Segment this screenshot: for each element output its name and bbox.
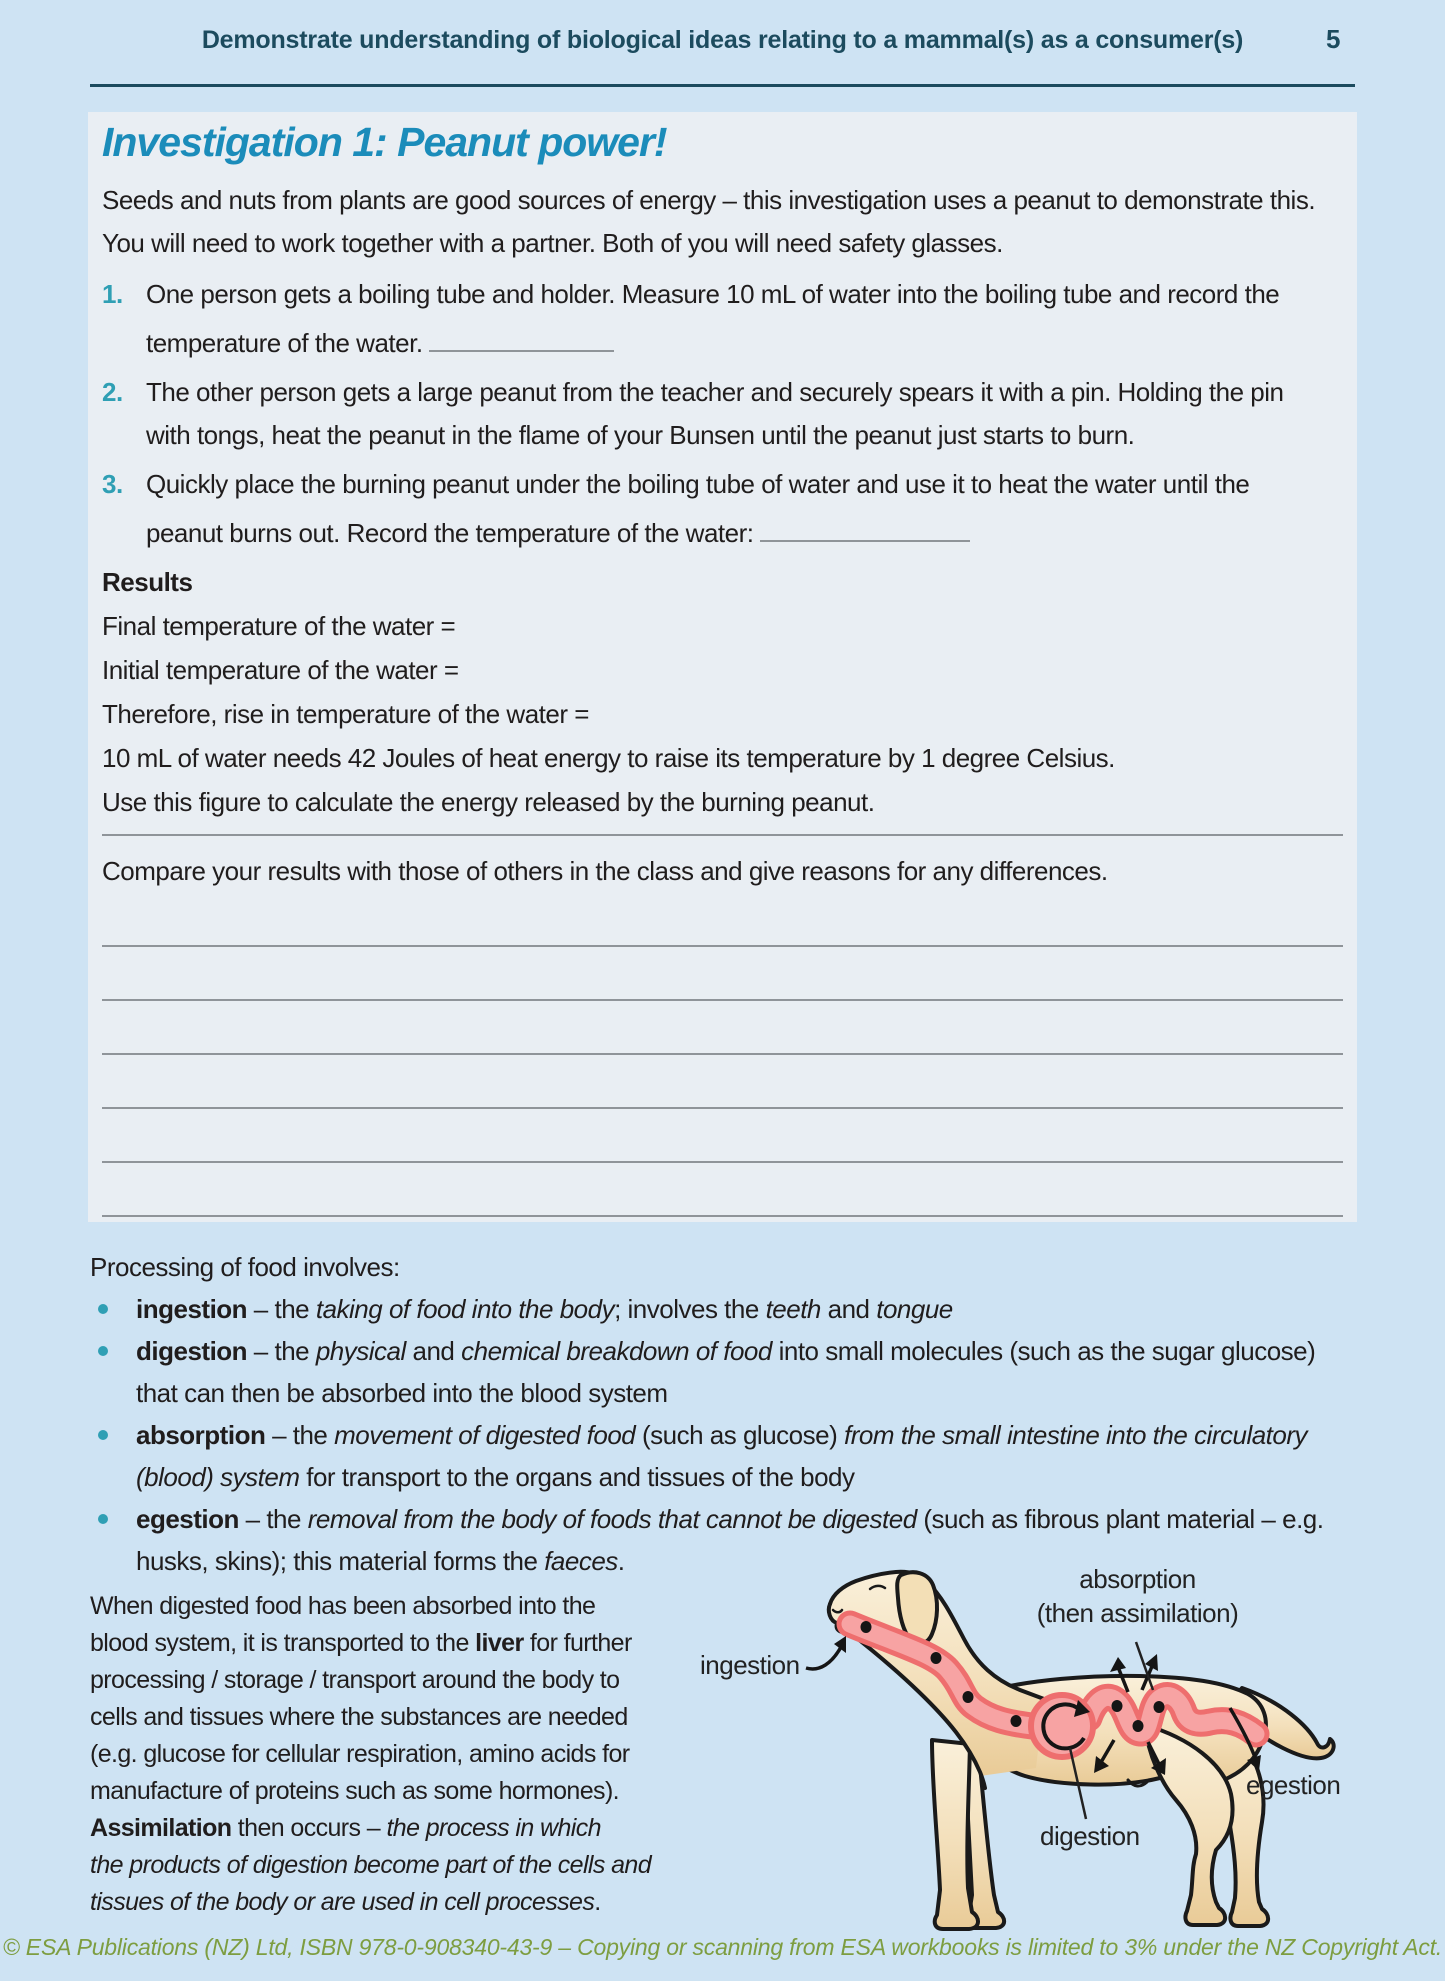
- text-line: blood system, it is transported to the liver for further: [90, 1629, 632, 1657]
- procedure-step: [102, 371, 1343, 457]
- processing-bullets: [90, 1288, 1360, 1582]
- text-line: Use this figure to calculate the energy released by the burning peanut.: [102, 787, 875, 818]
- ingestion-arrow-icon: [806, 1636, 846, 1669]
- food-dot: [931, 1652, 942, 1664]
- answer-ruled-line[interactable]: [102, 1109, 1343, 1163]
- label-egestion: egestion: [1246, 1770, 1341, 1800]
- text-line: Therefore, rise in temperature of the water =: [102, 699, 589, 730]
- bullet-dot-icon: [90, 1414, 136, 1498]
- text-line: the products of digestion become part of the cells and: [90, 1851, 652, 1879]
- text-line: cells and tissues where the substances are needed: [90, 1703, 628, 1731]
- text-line: absorption – the movement of digested food (such as glucose) from the small intestine into the circulatory: [136, 1420, 1308, 1450]
- text-line: egestion – the removal from the body of foods that cannot be digested (such as fibrous plant material – e.g.: [136, 1504, 1324, 1534]
- answer-ruled-line[interactable]: [102, 893, 1343, 947]
- food-dot: [963, 1691, 974, 1703]
- answer-blank[interactable]: [429, 328, 614, 352]
- label-digestion: digestion: [1040, 1821, 1140, 1851]
- bullet-dot-icon: [90, 1288, 136, 1330]
- answer-ruled-line[interactable]: [102, 1163, 1343, 1217]
- investigation-intro: [102, 179, 1343, 265]
- page-number: 5: [1326, 24, 1340, 54]
- definition-bullet: [90, 1414, 1360, 1498]
- text-line: temperature of the water.: [146, 322, 1343, 365]
- dog-digestion-diagram: [690, 1540, 1370, 1940]
- text-line: Initial temperature of the water =: [102, 655, 459, 686]
- answer-blank[interactable]: [760, 518, 970, 542]
- definition-bullet: [90, 1288, 1360, 1330]
- copyright-footer: © ESA Publications (NZ) Ltd, ISBN 978-0-908340-43-9 – Copying or scanning from ESA workbooks is limited to 3% under the NZ Copyright Act.: [2, 1934, 1443, 1960]
- results-lines: [102, 604, 1343, 824]
- text-line: Quickly place the burning peanut under the boiling tube of water and use it to heat the water until the: [146, 469, 1250, 500]
- text-line: Final temperature of the water =: [102, 611, 456, 642]
- text-line: You will need to work together with a partner. Both of you will need safety glasses.: [102, 228, 1003, 259]
- text-line: 10 mL of water needs 42 Joules of heat energy to raise its temperature by 1 degree Celsius.: [102, 743, 1115, 774]
- text-line: with tongs, heat the peanut in the flame of your Bunsen until the peanut just starts to burn.: [146, 420, 1135, 451]
- food-dot: [1133, 1720, 1144, 1732]
- text-line: manufacture of proteins such as some hormones).: [90, 1777, 620, 1805]
- label-ingestion: ingestion: [700, 1650, 800, 1680]
- answer-ruled-line[interactable]: [102, 947, 1343, 1001]
- food-dot: [1112, 1700, 1123, 1712]
- text-line: ingestion – the taking of food into the body; involves the teeth and tongue: [136, 1294, 953, 1324]
- text-line: that can then be absorbed into the blood system: [136, 1378, 668, 1408]
- text-line: peanut burns out. Record the temperature of the water:: [146, 512, 1343, 555]
- header-rule: [90, 84, 1355, 87]
- bullet-dot-icon: [90, 1498, 136, 1582]
- definition-bullet: [90, 1330, 1360, 1414]
- text-line: Seeds and nuts from plants are good sources of energy – this investigation uses a peanut to demonstrate this.: [102, 185, 1316, 216]
- compare-instruction: Compare your results with those of others in the class and give reasons for any differences.: [102, 856, 1108, 887]
- investigation-title: Investigation 1: Peanut power!: [102, 119, 667, 165]
- text-line: husks, skins); this material forms the faeces.: [136, 1546, 625, 1576]
- text-line: digestion – the physical and chemical breakdown of food into small molecules (such as the sugar glucose): [136, 1336, 1316, 1366]
- label-absorption-line2: (then assimilation): [1036, 1598, 1239, 1628]
- label-absorption: [1020, 1562, 1255, 1630]
- step-number: 1.: [102, 279, 123, 310]
- text-line: When digested food has been absorbed into the: [90, 1592, 596, 1620]
- bullet-dot-icon: [90, 1330, 136, 1414]
- label-absorption-line1: absorption: [1079, 1564, 1196, 1594]
- text-line: The other person gets a large peanut from the teacher and securely spears it with a pin. Holding the pin: [146, 377, 1284, 408]
- processing-section: [90, 1246, 1360, 1582]
- answer-lines-block: [102, 893, 1343, 1217]
- text-line: processing / storage / transport around the body to: [90, 1666, 620, 1694]
- investigation-steps: [102, 273, 1343, 555]
- step-number: 2.: [102, 377, 123, 408]
- food-dot: [861, 1621, 872, 1633]
- procedure-step: [102, 273, 1343, 365]
- investigation-box: [88, 112, 1357, 1222]
- text-line: Assimilation then occurs – the process in which: [90, 1814, 601, 1842]
- achievement-standard-title: Demonstrate understanding of biological ideas relating to a mammal(s) as a consumer(s): [201, 26, 1244, 54]
- answer-ruled-line[interactable]: [102, 1055, 1343, 1109]
- answer-ruled-line[interactable]: [102, 1001, 1343, 1055]
- step-number: 3.: [102, 469, 123, 500]
- text-line: (e.g. glucose for cellular respiration, amino acids for: [90, 1740, 630, 1768]
- text-line: tissues of the body or are used in cell processes.: [90, 1888, 601, 1916]
- page-header: [90, 24, 1355, 55]
- food-dot: [1154, 1701, 1165, 1713]
- text-line: (blood) system for transport to the organs and tissues of the body: [136, 1462, 855, 1492]
- liver-assimilation-paragraph: [90, 1588, 690, 1921]
- processing-intro: Processing of food involves:: [90, 1252, 400, 1282]
- food-dot: [1011, 1715, 1022, 1727]
- answer-ruled-line[interactable]: [102, 834, 1343, 836]
- text-line: One person gets a boiling tube and holder. Measure 10 mL of water into the boiling tube and record the: [146, 279, 1280, 310]
- procedure-step: [102, 463, 1343, 555]
- results-heading: Results: [102, 567, 193, 598]
